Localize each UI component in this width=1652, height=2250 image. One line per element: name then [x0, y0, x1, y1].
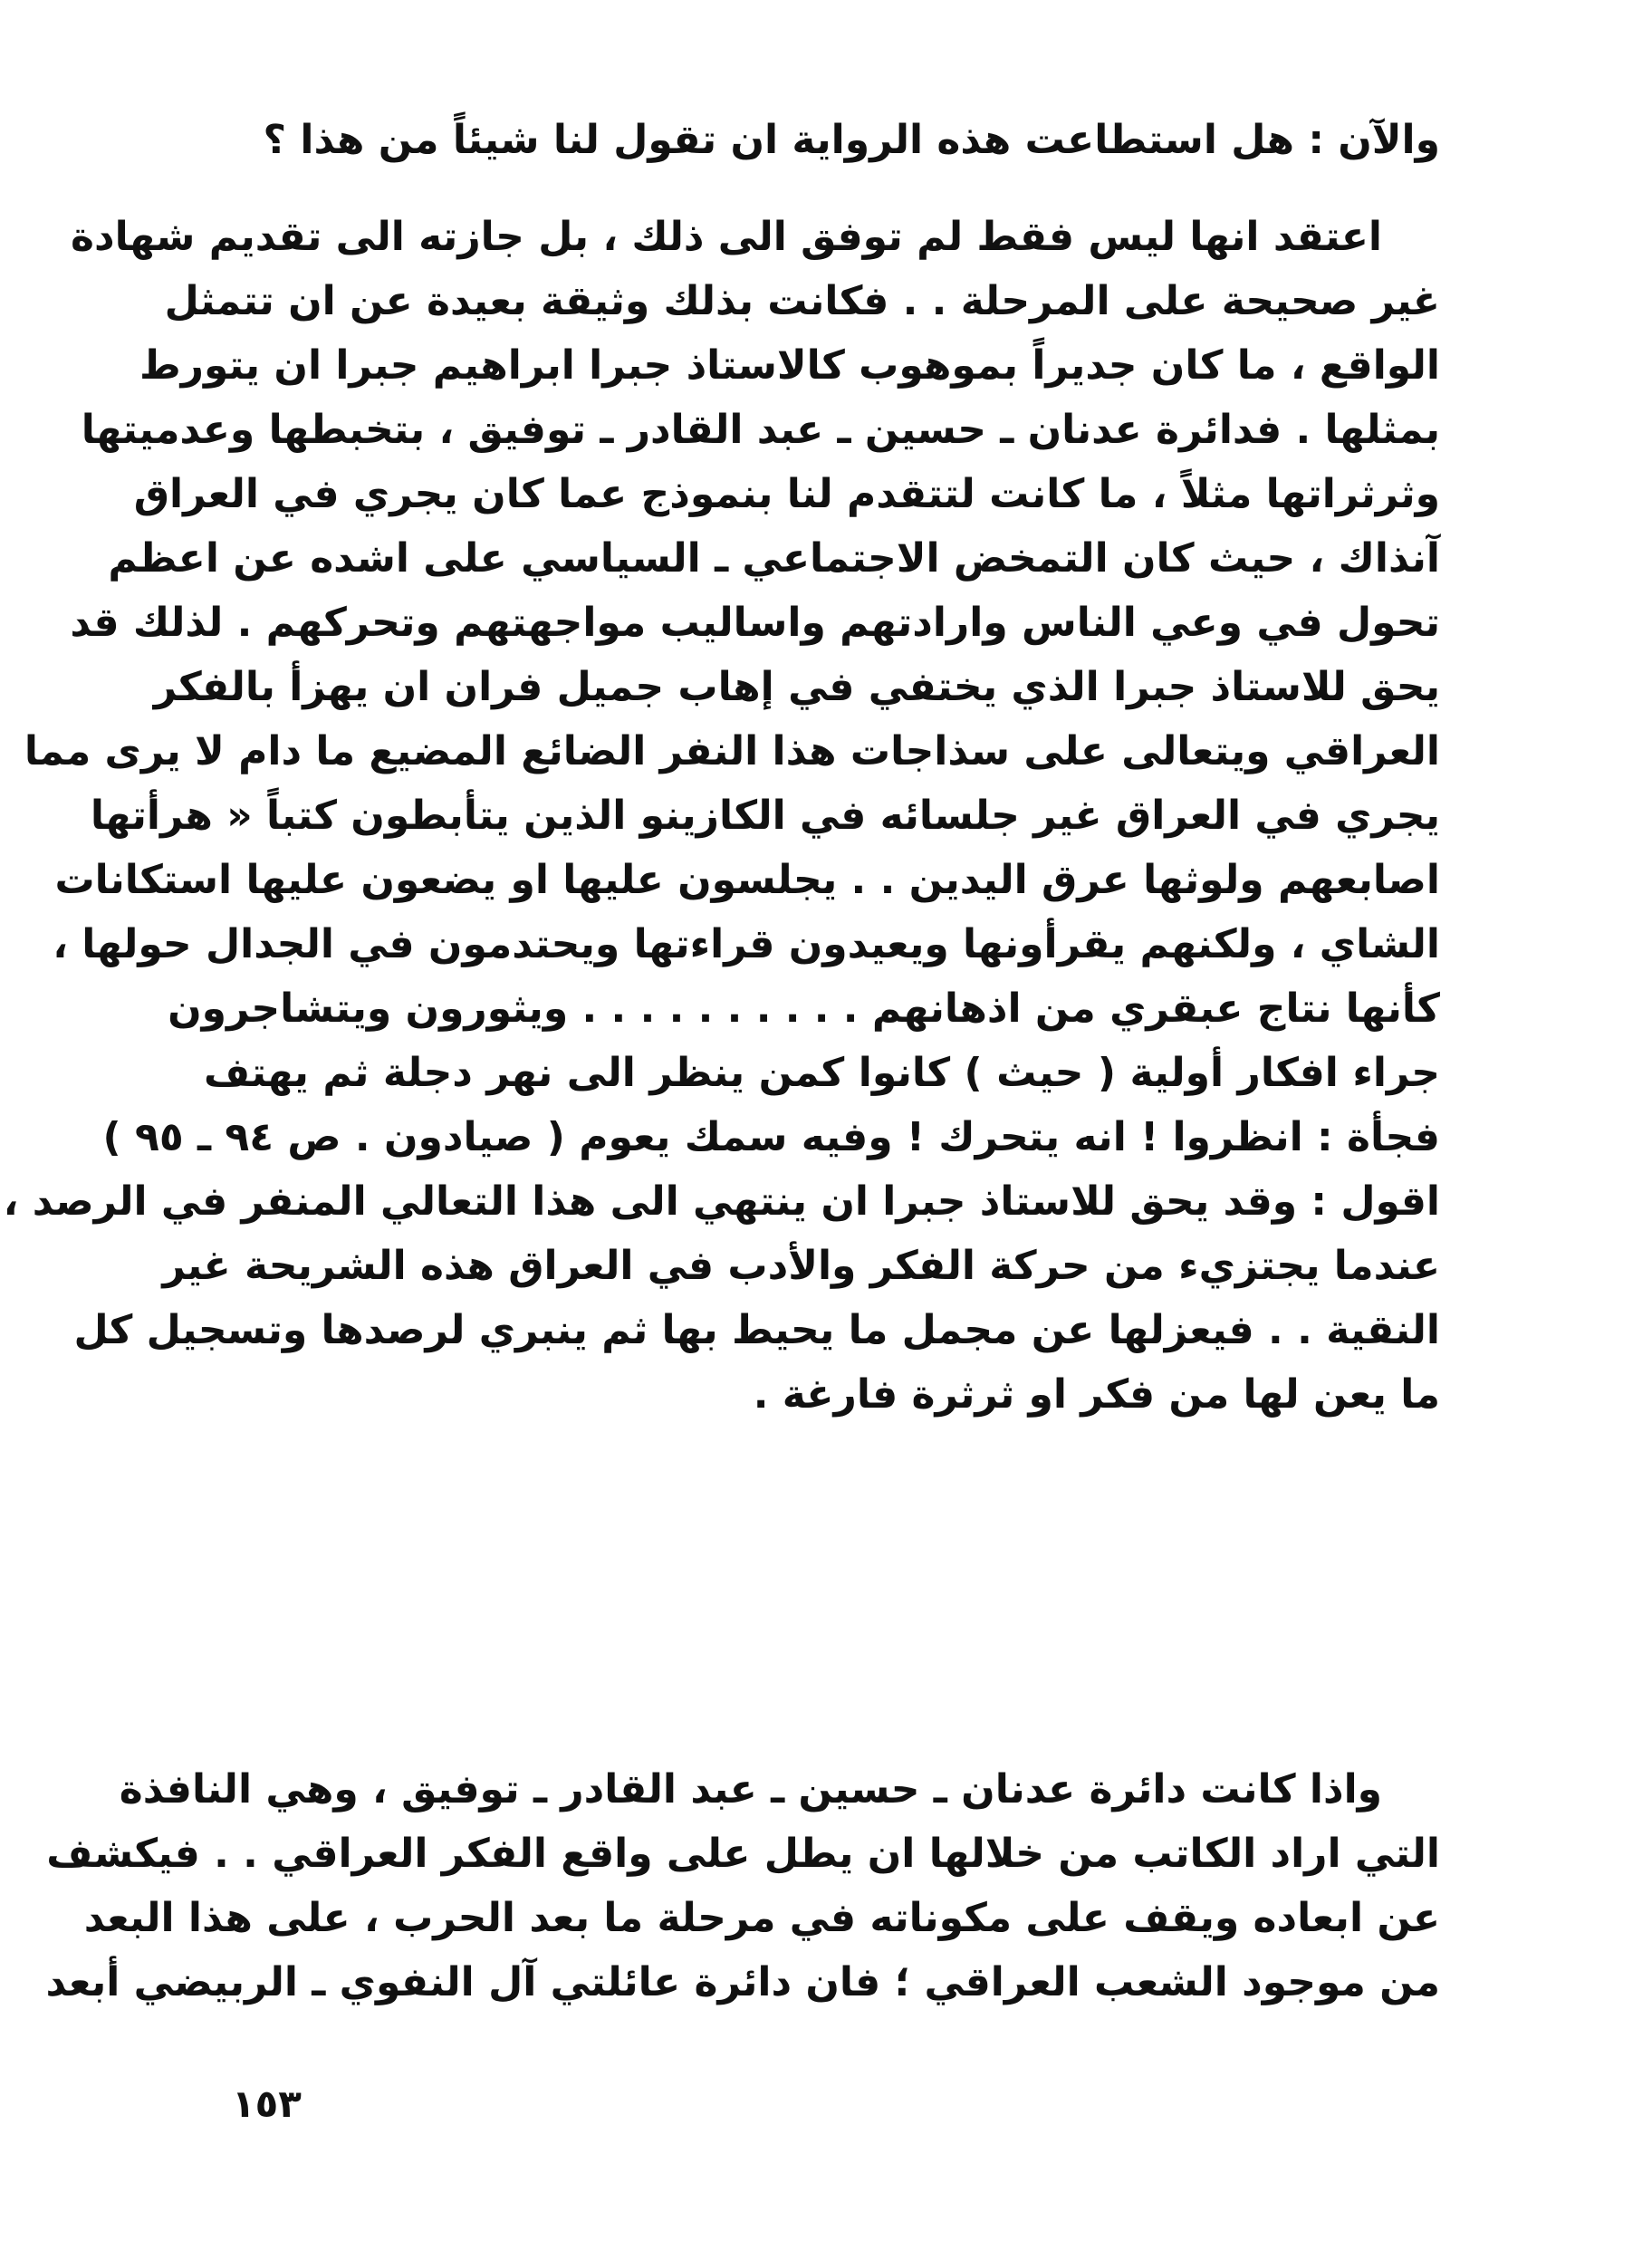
text-line: كأنها نتاج عبقري من اذهانهم . . . . . . . . . . ويثورون ويتشاجرون — [168, 986, 1440, 1032]
text-line: بمثلها . فدائرة عدنان ـ حسين ـ عبد القادر ـ توفيق ، بتخبطها وعدميتها — [81, 407, 1440, 453]
text-line: اصابعهم ولوثها عرق اليدين . . يجلسون عليها او يضعون عليها استكانات — [54, 857, 1440, 903]
text-line: اقول : وقد يحق للاستاذ جبرا ان ينتهي الى هذا التعالي المنفر في الرصد ، — [3, 1178, 1440, 1225]
text-line: آنذاك ، حيث كان التمخض الاجتماعي ـ السياسي على اشده عن اعظم — [108, 535, 1440, 582]
paragraph-1 — [3, 205, 1440, 1427]
paragraph-2 — [45, 1757, 1440, 2014]
text-line: فجأة : انظروا ! انه يتحرك ! وفيه سمك يعوم ( صيادون . ص ٩٤ ـ ٩٥ ) — [102, 1114, 1440, 1160]
text-line: جراء افكار أولية ( حيث ) كانوا كمن ينظر الى نهر دجلة ثم يهتف — [204, 1050, 1440, 1096]
opening-question: والآن : هل استطاعت هذه الرواية ان تقول لنا شيئاً من هذا ؟ — [263, 117, 1440, 163]
text-line: وثرثراتها مثلاً ، ما كانت لتتقدم لنا بنموذج عما كان يجري في العراق — [133, 471, 1440, 517]
text-line: يجري في العراق غير جلسائه في الكازينو الذين يتأبطون كتباً « هرأتها — [90, 793, 1440, 839]
text-line: من موجود الشعب العراقي ؛ فان دائرة عائلتي آل النفوي ـ الربيضي أبعد — [45, 1959, 1440, 2005]
text-line: يحق للاستاذ جبرا الذي يختفي في إهاب جميل فران ان يهزأ بالفكر — [153, 664, 1440, 710]
text-line: عن ابعاده ويقف على مكوناته في مرحلة ما بعد الحرب ، على هذا البعد — [83, 1895, 1440, 1941]
text-line: عندما يجتزيء من حركة الفكر والأدب في العراق هذه الشريحة غير — [162, 1243, 1440, 1289]
page-number: ١٥٣ — [232, 2082, 302, 2126]
text-line: الواقع ، ما كان جديراً بموهوب كالاستاذ جبرا ابراهيم جبرا ان يتورط — [139, 342, 1440, 389]
text-line: التي اراد الكاتب من خلالها ان يطل على واقع الفكر العراقي . . فيكشف — [46, 1831, 1440, 1877]
text-line: تحول في وعي الناس وارادتهم واساليب مواجهتهم وتحركهم . لذلك قد — [70, 600, 1440, 646]
text-line: واذا كانت دائرة عدنان ـ حسين ـ عبد القادر ـ توفيق ، وهي النافذة — [119, 1766, 1382, 1812]
text-line: ما يعن لها من فكر او ثرثرة فارغة . — [753, 1371, 1440, 1418]
text-line: النقية . . فيعزلها عن مجمل ما يحيط بها ثم ينبري لرصدها وتسجيل كل — [73, 1307, 1440, 1353]
text-line: العراقي ويتعالى على سذاجات هذا النفر الضائع المضيع ما دام لا يرى مما — [24, 728, 1440, 774]
text-line: غير صحيحة على المرحلة . . فكانت بذلك وثيقة بعيدة عن ان تتمثل — [164, 278, 1440, 324]
text-line: الشاي ، ولكنهم يقرأونها ويعيدون قراءتها ويحتدمون في الجدال حولها ، — [53, 921, 1440, 967]
text-line: اعتقد انها ليس فقط لم توفق الى ذلك ، بل جازته الى تقديم شهادة — [71, 214, 1382, 260]
